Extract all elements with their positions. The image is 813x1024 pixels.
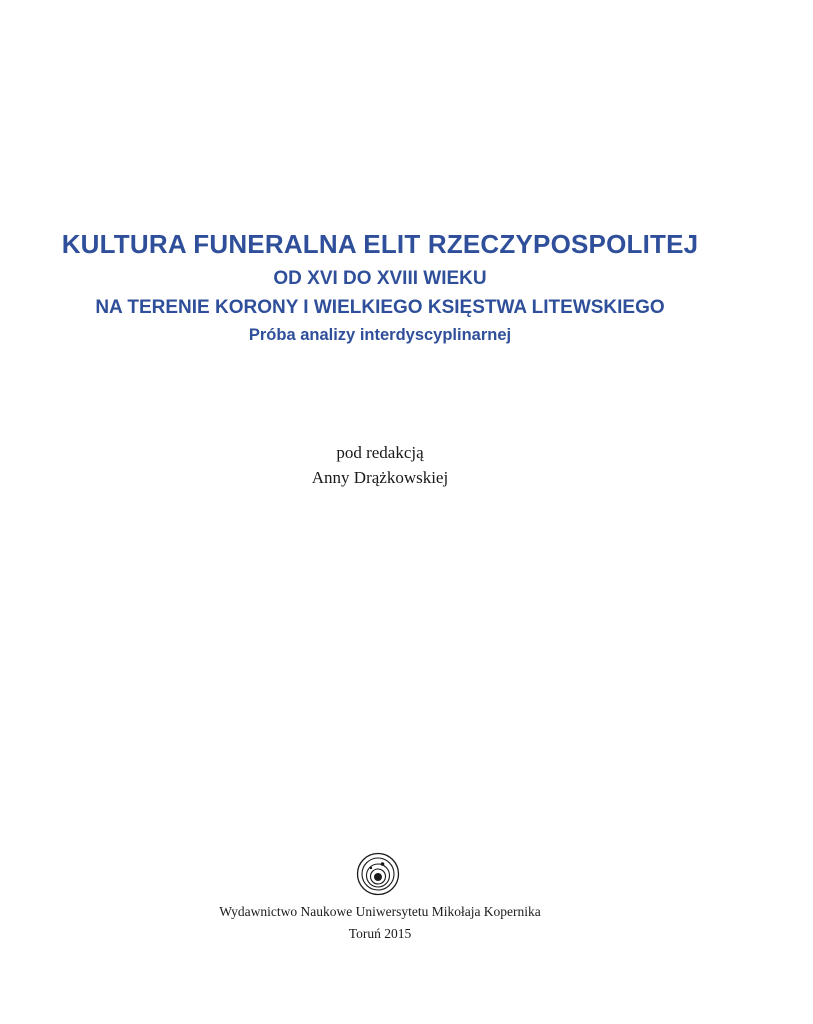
editor-block — [0, 440, 760, 490]
editor-name: Anny Drążkowskiej — [311, 468, 449, 487]
publisher-block — [0, 901, 760, 945]
book-title-block — [0, 224, 760, 348]
book-subtitle: Próba analizy interdyscyplinarnej — [248, 326, 512, 344]
editor-label: pod redakcją — [336, 443, 424, 462]
book-title-line-2: OD XVI DO XVIII WIEKU — [273, 268, 487, 289]
book-title: KULTURA FUNERALNA ELIT RZECZYPOSPOLITEJ — [61, 229, 699, 259]
publication-place-year: Toruń 2015 — [348, 926, 412, 941]
book-title-line-3: NA TERENIE KORONY I WIELKIEGO KSIĘSTWA LITEWSKIEGO — [95, 297, 665, 318]
publisher-name: Wydawnictwo Naukowe Uniwersytetu Mikołaja Kopernika — [219, 904, 541, 919]
concentric-circles-logo-icon — [356, 852, 400, 896]
